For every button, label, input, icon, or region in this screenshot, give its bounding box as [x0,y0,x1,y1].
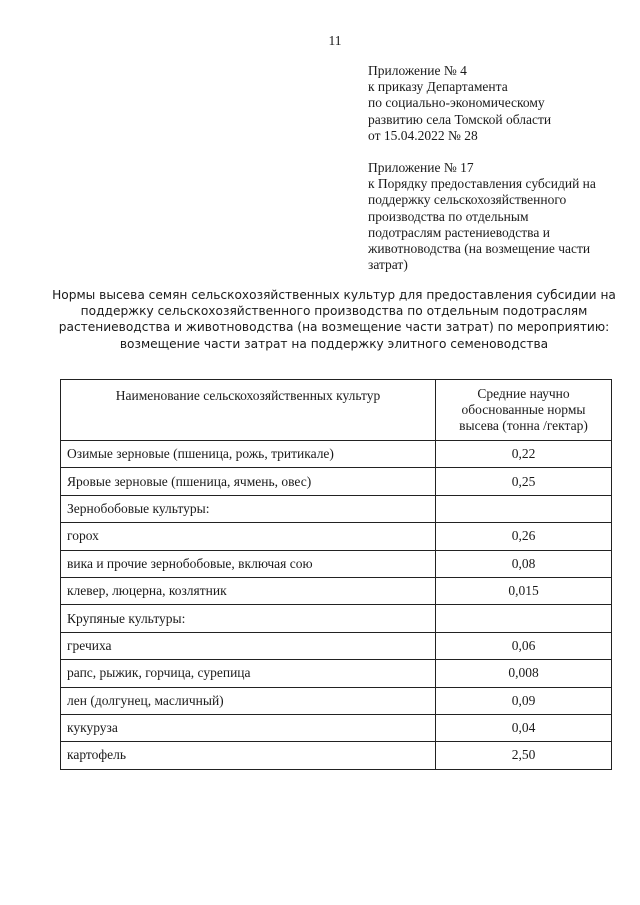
norm-value-cell: 0,25 [436,468,612,495]
header-crop-name: Наименование сельскохозяйственных культур [61,380,436,441]
norm-value-cell: 2,50 [436,742,612,769]
norm-value-cell: 0,26 [436,523,612,550]
header-seeding-norm-line: обоснованные нормы [461,401,586,417]
appendix-17-line: Приложение № 17 [368,160,474,175]
table-row [61,550,612,577]
table-row [61,468,612,495]
norm-value-cell: 0,015 [436,577,612,604]
crop-name-cell: Озимые зерновые (пшеница, рожь, тритикале) [61,441,436,468]
crop-name-cell: лен (долгунец, масличный) [61,687,436,714]
appendix-17-line: производства по отдельным [368,208,529,224]
header-seeding-norm-line: Средние научно [477,385,570,401]
crop-name-cell: Яровые зерновые (пшеница, ячмень, овес) [61,468,436,495]
norm-value-cell: 0,09 [436,687,612,714]
table-header-row [61,380,612,441]
table-row [61,632,612,659]
table-row [61,577,612,604]
norm-value-cell: 0,04 [436,714,612,741]
norm-value-cell [436,495,612,522]
crop-name-cell: кукуруза [61,714,436,741]
norm-value-cell [436,605,612,632]
appendix-17-block [368,160,618,273]
appendix-17-line: животноводства (на возмещение части [368,241,591,257]
table-row [61,441,612,468]
appendix-4-line: по социально-экономическому [368,95,545,111]
norm-value-cell: 0,08 [436,550,612,577]
seeding-norms-table [60,379,612,770]
appendix-17-line: подотраслям растениеводства и [368,224,550,240]
document-title [40,287,628,352]
appendix-4-line: развитию села Томской области [368,111,552,127]
crop-group-cell: Крупяные культуры: [61,605,436,632]
crop-name-cell: горох [61,523,436,550]
norm-value-cell: 0,06 [436,632,612,659]
norm-value-cell: 0,22 [436,441,612,468]
table-row [61,605,612,632]
table-row [61,523,612,550]
page-number: 11 [328,33,342,48]
table-row [61,742,612,769]
crop-name-cell: клевер, люцерна, козлятник [61,577,436,604]
appendix-17-line: затрат) [368,257,408,273]
title-line: Нормы высева семян сельскохозяйственных культур для предоставления субсидии на [52,288,616,302]
title-line: поддержку сельскохозяйственного производства по отдельным подотраслям [80,304,588,319]
appendix-17-line: поддержку сельскохозяйственного [368,192,567,208]
table-row [61,714,612,741]
appendix-4-block [368,63,618,144]
table-row [61,660,612,687]
appendix-17-line: к Порядку предоставления субсидий на [368,176,596,192]
crop-group-cell: Зернобобовые культуры: [61,495,436,522]
crop-name-cell: вика и прочие зернобобовые, включая сою [61,550,436,577]
title-line: растениеводства и животноводства (на возмещение части затрат) по мероприятию: [58,320,610,335]
table-row [61,687,612,714]
crop-name-cell: рапс, рыжик, горчица, сурепица [61,660,436,687]
title-line: возмещение части затрат на поддержку элитного семеноводства [119,336,549,351]
header-seeding-norm-line: высева (тонна /гектар) [459,418,588,434]
crop-name-cell: гречиха [61,632,436,659]
norm-value-cell: 0,008 [436,660,612,687]
appendix-4-line: к приказу Департамента [368,79,508,95]
crop-name-cell: картофель [61,742,436,769]
header-seeding-norm [436,380,612,441]
appendix-4-line: от 15.04.2022 № 28 [368,127,478,143]
appendix-4-line: Приложение № 4 [368,63,467,78]
table-row [61,495,612,522]
